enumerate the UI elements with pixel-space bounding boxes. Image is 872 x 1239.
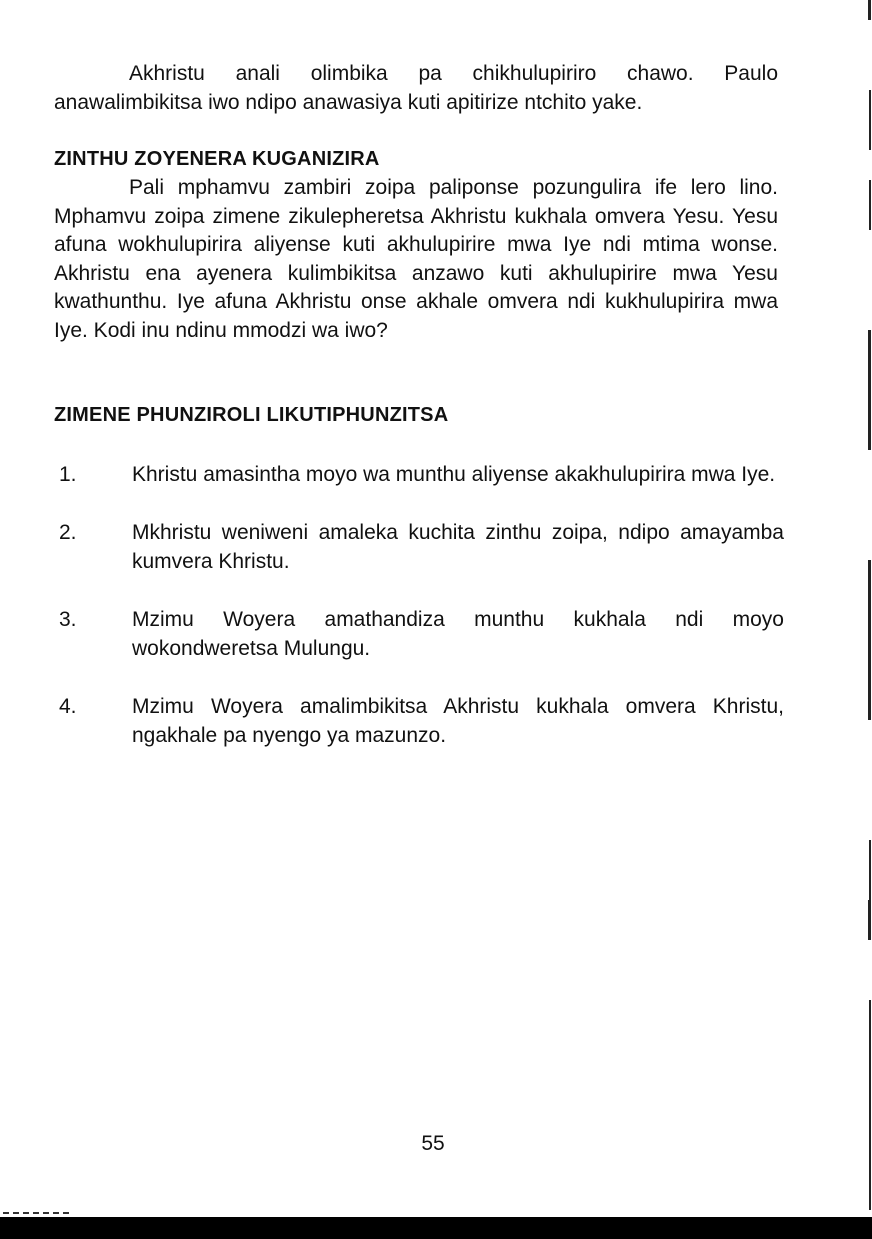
scan-bottom-bar (0, 1217, 872, 1239)
list-item-text: Mzimu Woyera amathandiza munthu kukhala ndi moyo wokondweretsa Mulungu. (132, 608, 784, 660)
consider-paragraph (54, 174, 778, 345)
scan-dash-artifact (3, 1212, 73, 1214)
list-item (54, 518, 784, 576)
intro-paragraph (54, 60, 778, 117)
list-item-text: Khristu amasintha moyo wa munthu aliyense akakhulupirira mwa Iye. (132, 463, 776, 486)
section-heading-things-to-consider: ZINTHU ZOYENERA KUGANIZIRA (54, 148, 380, 170)
lessons-list (54, 460, 784, 779)
scan-edge-artifact (865, 0, 872, 1217)
list-item (54, 460, 784, 489)
consider-paragraph-text: Pali mphamvu zambiri zoipa paliponse pozungulira ife lero lino. Mphamvu zoipa zimene zikulepheretsa Akhristu kukhala omvera Yesu. Yesu afuna wokhulupirira aliyense kuti akhulupirire mwa Iye ndi mtima wonse. Akhristu ena ayenera kulimbikitsa anzawo kuti akhulupirire mwa Yesu kwathunthu. Iye afuna Akhristu onse akhale omvera ndi kukhulupirira mwa Iye. Kodi inu ndinu mmodzi wa iwo? (54, 176, 778, 342)
list-item-number: 2. (59, 521, 77, 544)
intro-paragraph-text: Akhristu anali olimbika pa chikhulupiriro chawo. Paulo anawalimbikitsa iwo ndipo anawasiya kuti apitirize ntchito yake. (54, 62, 778, 114)
page-number: 55 (421, 1132, 445, 1155)
section-heading-lessons: ZIMENE PHUNZIROLI LIKUTIPHUNZITSA (54, 404, 449, 426)
list-item-text: Mkhristu weniweni amaleka kuchita zinthu zoipa, ndipo amayamba kumvera Khristu. (132, 521, 784, 573)
list-item-text: Mzimu Woyera amalimbikitsa Akhristu kukhala omvera Khristu, ngakhale pa nyengo ya mazunzo. (132, 695, 784, 747)
list-item-number: 4. (59, 695, 77, 718)
list-item-number: 1. (59, 463, 77, 486)
list-item (54, 605, 784, 663)
list-item-number: 3. (59, 608, 77, 631)
list-item (54, 692, 784, 750)
